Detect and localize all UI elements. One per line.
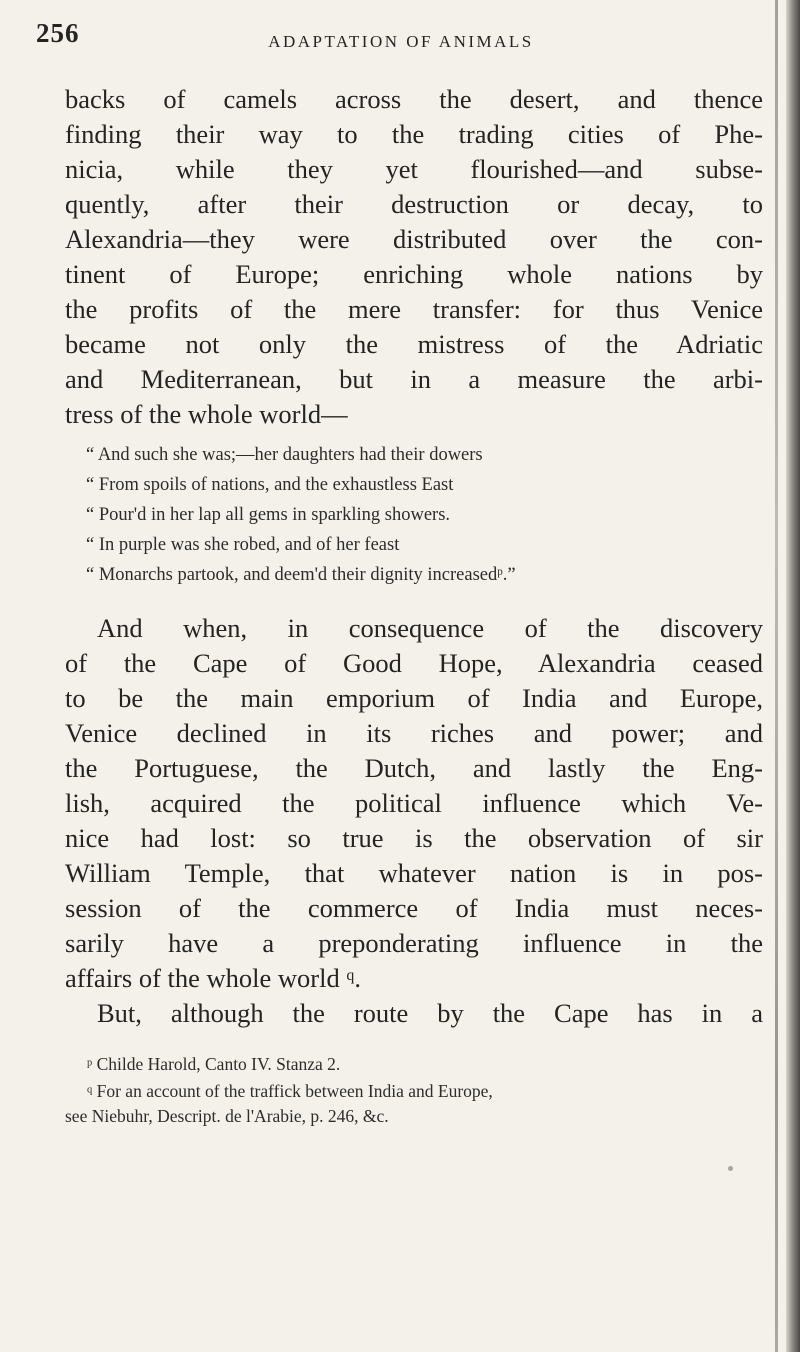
line-text: affairs of the whole world — [65, 963, 340, 993]
text-line: to be the main emporium of India and Europe, — [65, 683, 763, 713]
quote-line: “ Pour'd in her lap all gems in sparkling showers. — [86, 505, 451, 525]
text-line: lish, acquired the political influence which Ve- — [65, 788, 763, 818]
text-line: the Portuguese, the Dutch, and lastly the Eng- — [65, 753, 763, 783]
text-line: William Temple, that whatever nation is in pos- — [65, 858, 763, 888]
text-line-last — [65, 963, 763, 994]
note-marker: q — [346, 966, 355, 984]
quote-line: “ From spoils of nations, and the exhaustless East — [86, 475, 454, 495]
text-line: Alexandria—they were distributed over the con- — [65, 224, 763, 254]
page-edge-line — [775, 0, 778, 1352]
page-header — [36, 18, 766, 58]
text-line: the profits of the mere transfer: for thus Venice — [65, 294, 763, 324]
text-line: tinent of Europe; enriching whole nations by — [65, 259, 763, 289]
text-line: Venice declined in its riches and power; and — [65, 718, 763, 748]
footnote-text: Childe Harold, Canto IV. Stanza 2. — [96, 1054, 341, 1074]
text-line: quently, after their destruction or decay, to — [65, 189, 763, 219]
quote-close: .” — [502, 565, 516, 585]
text-line: finding their way to the trading cities of Phe- — [65, 119, 763, 149]
text-line: tress of the whole world— — [65, 399, 348, 429]
quote-line: “ In purple was she robed, and of her feast — [86, 535, 400, 555]
text-line: But, although the route by the Cape has in a — [97, 998, 763, 1028]
footnote-marker: q — [87, 1084, 93, 1096]
note-marker: p — [497, 566, 503, 579]
footnote — [87, 1054, 340, 1075]
line-end: . — [354, 963, 361, 993]
footnote — [87, 1081, 493, 1102]
text-line: backs of camels across the desert, and thence — [65, 84, 763, 114]
quote-text: “ Monarchs partook, and deem'd their dignity increased — [86, 565, 498, 585]
footnote-text: For an account of the traffick between India and Europe, — [96, 1081, 493, 1101]
footnote-marker: p — [87, 1057, 93, 1069]
footnote-continuation: see Niebuhr, Descript. de l'Arabie, p. 246, &c. — [65, 1106, 389, 1126]
text-line: and Mediterranean, but in a measure the arbi- — [65, 364, 763, 394]
text-line: And when, in consequence of the discovery — [97, 613, 763, 643]
quote-line-last — [86, 565, 516, 586]
text-line: of the Cape of Good Hope, Alexandria ceased — [65, 648, 763, 678]
text-line: nice had lost: so true is the observation of sir — [65, 823, 763, 853]
page-number: 256 — [36, 18, 80, 48]
text-line: became not only the mistress of the Adriatic — [65, 329, 763, 359]
text-line: session of the commerce of India must neces- — [65, 893, 763, 923]
running-title: ADAPTATION OF ANIMALS — [268, 32, 534, 51]
paper-speck — [728, 1166, 733, 1171]
quote-line: “ And such she was;—her daughters had their dowers — [86, 445, 483, 465]
page-edge-shadow — [786, 0, 800, 1352]
text-line: sarily have a preponderating influence in the — [65, 928, 763, 958]
text-line: nicia, while they yet flourished—and subse- — [65, 154, 763, 184]
